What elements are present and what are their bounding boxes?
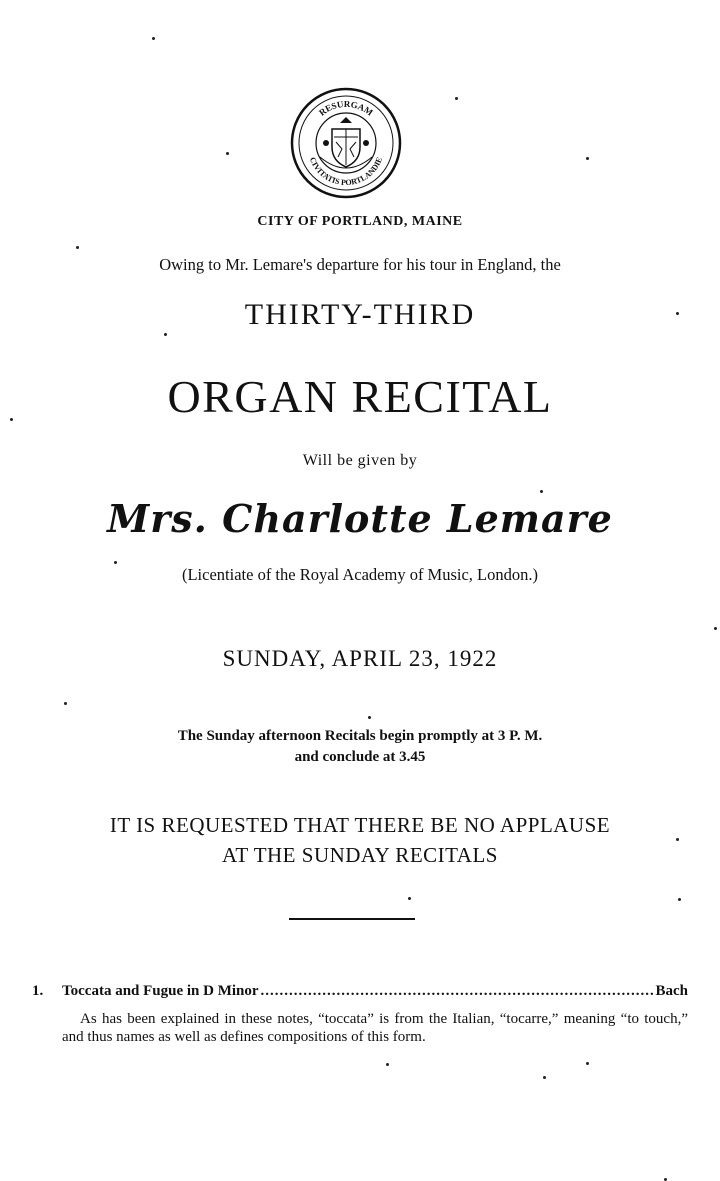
performer-name: Mrs. Charlotte Lemare (107, 496, 613, 541)
recital-ordinal: THIRTY-THIRD (244, 298, 476, 331)
scan-speck (368, 716, 371, 719)
given-by-line: Will be given by (302, 452, 418, 469)
scan-speck (226, 152, 229, 155)
applause-request-line-1: IT IS REQUESTED THAT THERE BE NO APPLAUSE (109, 813, 611, 837)
scan-speck (586, 1062, 589, 1065)
program-item-composer: Bach (655, 983, 688, 999)
city-seal-icon (290, 87, 402, 199)
schedule-notice-line-1: The Sunday afternoon Recitals begin promptly at 3 P. M. (177, 728, 543, 744)
scan-speck (164, 333, 167, 336)
program-item-title: Toccata and Fugue in D Minor (62, 983, 259, 999)
scan-speck (386, 1063, 389, 1066)
program-item-note: As has been explained in these notes, “toccata” is from the Italian, “tocarre,” meaning “to touch,” and thus names as well as defines compositions of this form. (62, 1011, 688, 1045)
scan-speck (678, 898, 681, 901)
recital-date: SUNDAY, APRIL 23, 1922 (222, 646, 498, 671)
svg-text:CIVITATIS PORTLANDIE: CIVITATIS PORTLANDIE (307, 155, 385, 188)
scan-speck (76, 246, 79, 249)
scan-speck (152, 37, 155, 40)
scan-speck (408, 897, 411, 900)
city-line: CITY OF PORTLAND, MAINE (257, 214, 463, 229)
page-title: ORGAN RECITAL (167, 371, 553, 422)
scan-speck (10, 418, 13, 421)
scan-speck (455, 97, 458, 100)
scan-speck (676, 312, 679, 315)
program-item-number: 1. (32, 983, 44, 999)
scan-speck (676, 838, 679, 841)
scan-speck (540, 490, 543, 493)
owing-line: Owing to Mr. Lemare's departure for his tour in England, the (159, 255, 561, 274)
scan-speck (64, 702, 67, 705)
scan-speck (714, 627, 717, 630)
scan-speck (586, 157, 589, 160)
divider-rule (289, 918, 415, 920)
applause-request-line-2: AT THE SUNDAY RECITALS (222, 843, 498, 867)
svg-text:RESURGAM: RESURGAM (317, 98, 375, 118)
schedule-notice-line-2: and conclude at 3.45 (294, 749, 426, 765)
scan-speck (114, 561, 117, 564)
performer-credentials: (Licentiate of the Royal Academy of Music, London.) (181, 565, 539, 584)
program-item (32, 983, 688, 1005)
dot-leader (261, 983, 654, 1000)
scan-speck (543, 1076, 546, 1079)
